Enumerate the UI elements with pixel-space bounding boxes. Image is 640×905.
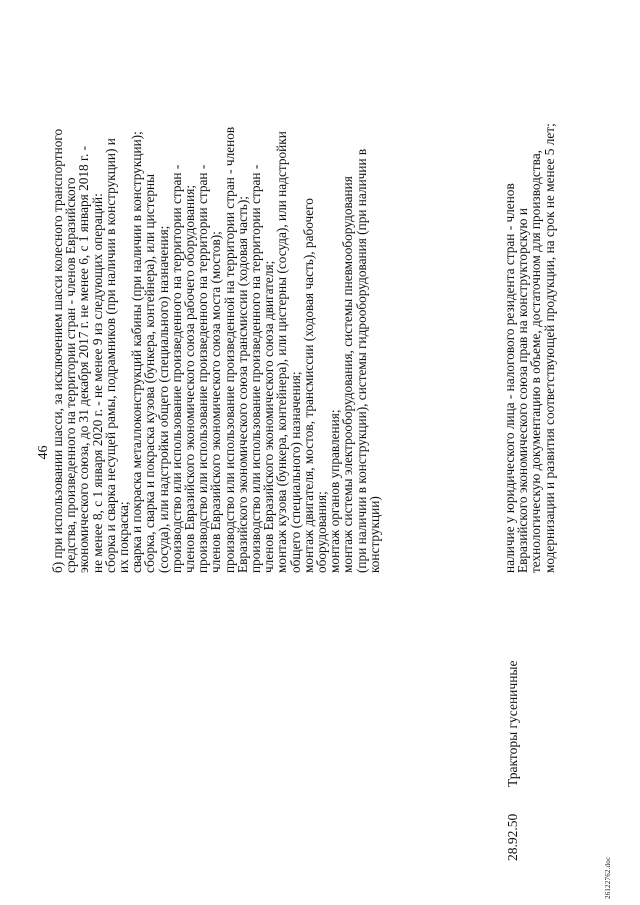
- text-line: (сосуда), или надстройки общего (специального) назначения;: [155, 225, 171, 573]
- text-line: экономического союза, до 31 декабря 2017 г. не менее 6, с 1 января 2018 г. -: [76, 145, 92, 573]
- text-line: членов Евразийского экономического союза двигателя;: [261, 260, 277, 573]
- text-line: производство или использование произведенного на территории стран -: [195, 164, 211, 573]
- text-line: средства, произведенного на территории стран - членов Евразийского: [63, 177, 79, 573]
- text-line: (при наличии в конструкции), системы гидрооборудования (при наличии в: [353, 148, 369, 573]
- text-line: производство или использование произведенной на территории стран - членов: [221, 126, 237, 573]
- text-line: монтаж органов управления;: [327, 409, 343, 573]
- text-line: членов Евразийского экономического союза рабочего оборудования;: [182, 184, 198, 573]
- product-name: Тракторы гусеничные: [505, 660, 520, 787]
- document-id: 26122762.doc: [604, 856, 612, 899]
- text-line: монтаж кузова (бункера, контейнера), или цистерны (сосуда), или надстройки: [274, 131, 290, 573]
- text-line: производство или использование произведенного на территории стран -: [248, 164, 264, 573]
- text-line: сборка и сварка несущей рамы, подрамников (при наличии в конструкции) и: [102, 138, 118, 573]
- text-line: членов Евразийского экономического союза моста (мостов);: [208, 231, 224, 573]
- text-line: не менее 8, с 1 января 2020 г. - не менее 9 из следующих операций:: [89, 193, 105, 573]
- text-line: технологическую документацию в объеме, достаточном для производства,: [528, 150, 544, 573]
- requirements-text: [51, 33, 381, 573]
- text-line: Евразийского экономического союза трансмиссии (ходовая часть);: [234, 196, 250, 573]
- page-number: 46: [36, 445, 51, 460]
- text-line: оборудования;: [314, 491, 330, 573]
- requirements-text: [503, 33, 556, 573]
- text-line: их покраска;: [116, 501, 132, 573]
- text-line: сборка, сварка и покраска кузова (бункера, контейнера), или цистерны: [142, 173, 158, 573]
- text-line: общего (специального) назначения;: [287, 371, 303, 573]
- text-line: производство или использование произведенного на территории стран -: [168, 164, 184, 573]
- text-line: Евразийского экономического союза прав на конструкторскую и: [515, 208, 531, 573]
- text-line: наличие у юридического лица - налогового резидента стран - членов: [502, 183, 517, 573]
- text-line: сварка и покраска металлоконструкций кабины (при наличии в конструкции);: [129, 131, 145, 573]
- product-code: 28.92.50: [505, 813, 520, 861]
- text-line: б) при использовании шасси, за исключением шасси колесного транспортного: [50, 128, 65, 573]
- text-line: монтаж двигателя, мостов, трансмиссии (ходовая часть), рабочего: [300, 198, 316, 573]
- text-line: модернизации и развития соответствующей продукции, на срок не менее 5 лет;: [541, 123, 557, 573]
- text-line: конструкции): [366, 496, 382, 573]
- text-line: монтаж системы электрооборудования, системы пневмооборудования: [340, 176, 356, 573]
